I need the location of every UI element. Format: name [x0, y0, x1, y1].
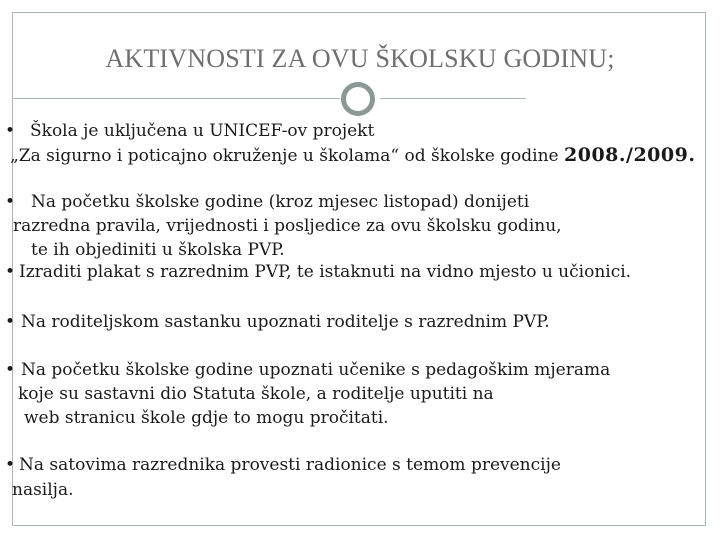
title-divider-right: [380, 98, 526, 99]
item-3-line-1: Izraditi plakat s razrednim PVP, te istaknuti na vidno mjesto u učionici.: [19, 262, 632, 282]
circle-ornament-icon: [341, 82, 375, 116]
item-2-line-1: Na početku školske godine (kroz mjesec listopad) donijeti: [31, 192, 530, 212]
bullet-icon: •: [5, 360, 16, 380]
item-6-line-2: nasilja.: [12, 480, 74, 500]
item-4-line-1: Na roditeljskom sastanku upoznati roditelje s razrednim PVP.: [21, 312, 550, 332]
bullet-icon: •: [5, 192, 16, 212]
school-year-value: 2008./2009.: [564, 144, 696, 166]
bullet-icon: •: [5, 455, 16, 475]
item-1-line-2-text: „Za sigurno i poticajno okruženje u školama“ od školske godine: [10, 146, 565, 166]
title-divider-left: [12, 98, 340, 99]
item-5-line-1: Na početku školske godine upoznati učenike s pedagoškim mjerama: [21, 360, 611, 380]
bullet-icon: •: [5, 121, 16, 141]
bullet-icon: •: [5, 312, 16, 332]
item-5-line-3: web stranicu škole gdje to mogu pročitati.: [24, 408, 389, 428]
item-2-line-3: te ih objediniti u školska PVP.: [31, 240, 285, 260]
item-6-line-1: Na satovima razrednika provesti radionice s temom prevencije: [19, 455, 561, 475]
item-2-line-2: razredna pravila, vrijednosti i posljedice za ovu školsku godinu,: [13, 216, 562, 236]
item-5-line-2: koje su sastavni dio Statuta škole, a roditelje uputiti na: [18, 384, 494, 404]
item-1-line-2: [10, 145, 695, 166]
slide-title: AKTIVNOSTI ZA OVU ŠKOLSKU GODINU;: [105, 44, 615, 73]
bullet-icon: •: [5, 262, 16, 282]
item-1-line-1: Škola je uključena u UNICEF-ov projekt: [30, 121, 375, 141]
